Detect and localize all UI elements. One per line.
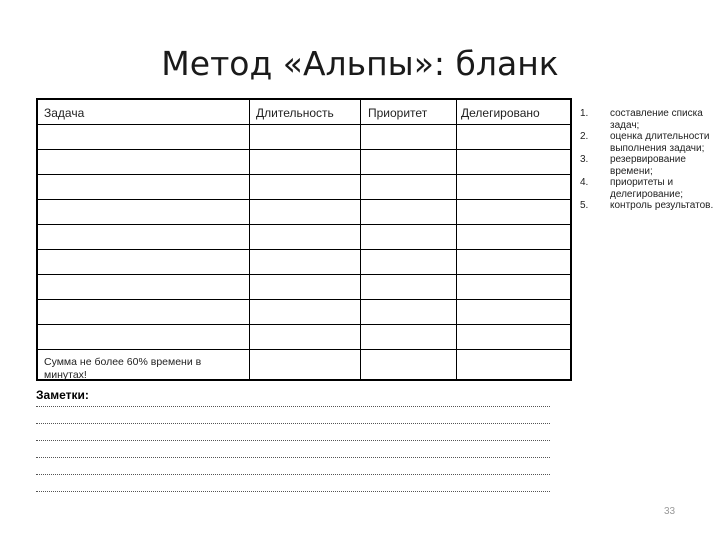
column-divider xyxy=(456,100,457,379)
column-header-duration: Длительность xyxy=(256,106,334,120)
notes-line xyxy=(36,406,550,407)
row-divider xyxy=(38,124,570,125)
column-header-priority: Приоритет xyxy=(368,106,428,120)
step-number: 5. xyxy=(580,200,589,211)
notes-line xyxy=(36,423,550,424)
step-item xyxy=(580,108,720,131)
row-divider xyxy=(38,199,570,200)
notes-label: Заметки: xyxy=(36,388,89,402)
page-number: 33 xyxy=(664,506,676,517)
page-title: Метод «Альпы»: бланк xyxy=(161,44,559,83)
step-item xyxy=(580,177,720,200)
column-header-delegated: Делегировано xyxy=(461,106,540,120)
column-header-task: Задача xyxy=(44,106,85,120)
column-divider xyxy=(360,100,361,379)
step-text: резервирование времени; xyxy=(610,154,686,177)
row-divider xyxy=(38,249,570,250)
row-divider xyxy=(38,349,570,350)
notes-line xyxy=(36,491,550,492)
step-text: приоритеты и делегирование; xyxy=(610,177,684,200)
step-item xyxy=(580,200,720,212)
column-divider xyxy=(249,100,250,379)
row-divider xyxy=(38,299,570,300)
notes-line xyxy=(36,474,550,475)
steps-list xyxy=(580,108,720,212)
step-item xyxy=(580,154,720,177)
row-divider xyxy=(38,149,570,150)
step-number: 3. xyxy=(580,154,589,165)
step-item xyxy=(580,131,720,154)
row-divider xyxy=(38,274,570,275)
sum-note: Сумма не более 60% времени в минутах! xyxy=(44,356,202,381)
step-text: контроль результатов. xyxy=(610,200,714,211)
notes-line xyxy=(36,440,550,441)
step-number: 4. xyxy=(580,177,589,188)
row-divider xyxy=(38,224,570,225)
notes-line xyxy=(36,457,550,458)
alps-method-table xyxy=(36,98,572,381)
row-divider xyxy=(38,324,570,325)
step-text: оценка длительности выполнения задачи; xyxy=(610,131,710,154)
step-text: составление списка задач; xyxy=(610,108,703,131)
step-number: 2. xyxy=(580,131,589,142)
row-divider xyxy=(38,174,570,175)
step-number: 1. xyxy=(580,108,589,119)
